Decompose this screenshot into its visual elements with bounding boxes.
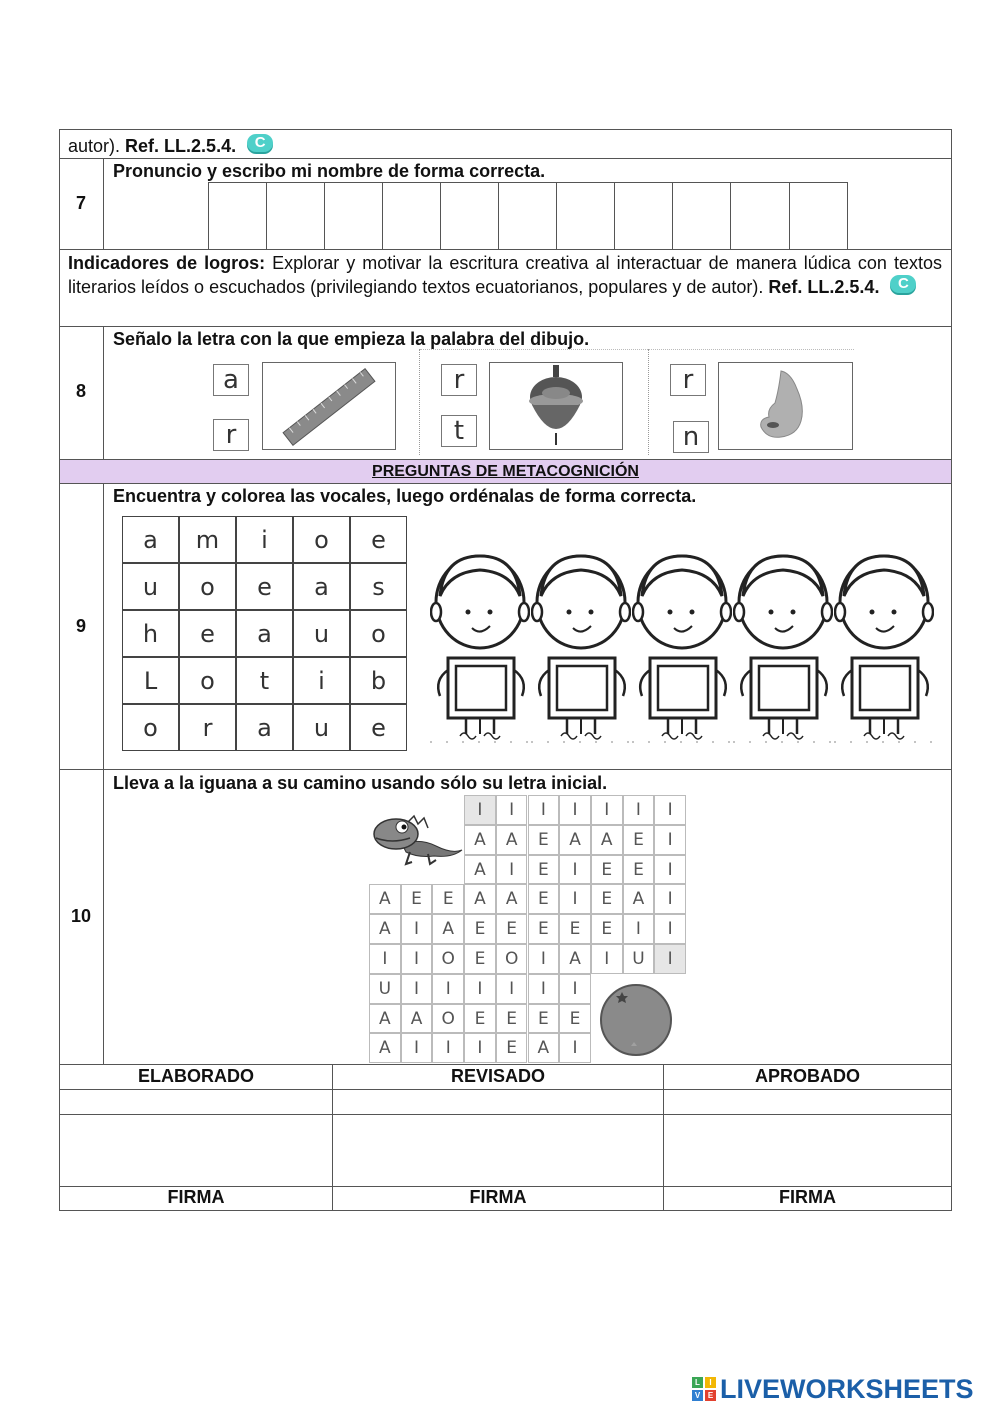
maze-cell[interactable]: I: [559, 855, 591, 885]
vowel-grid-cell[interactable]: a: [293, 563, 350, 610]
maze-cell[interactable]: E: [528, 855, 560, 885]
vowel-grid-cell[interactable]: a: [236, 610, 293, 657]
letter-option[interactable]: r: [213, 419, 249, 451]
maze-cell[interactable]: I: [464, 795, 496, 825]
maze-cell[interactable]: I: [528, 974, 560, 1004]
maze-cell[interactable]: I: [496, 795, 528, 825]
question-text: Encuentra y colorea las vocales, luego ordénalas de forma correcta.: [113, 486, 697, 506]
signature-footer: FIRMA: [779, 1187, 836, 1207]
maze-cell[interactable]: I: [401, 974, 433, 1004]
maze-cell[interactable]: E: [432, 884, 464, 914]
question-number: 8: [75, 381, 86, 401]
indicators-body: Explorar y motivar la escritura creativa al interactuar de manera lúdica con textos literarios leídos o escuchados (privilegiando textos ecuatorianos, populares y de autor).: [68, 253, 942, 297]
maze-cell[interactable]: E: [559, 1004, 591, 1034]
kid-icon: [733, 550, 833, 745]
maze-cell[interactable]: I: [654, 825, 686, 855]
letter-option[interactable]: a: [213, 364, 249, 396]
letter-option[interactable]: t: [441, 415, 477, 447]
logo-tile: V: [692, 1390, 703, 1401]
maze-cell[interactable]: I: [654, 944, 686, 974]
vowel-grid-cell[interactable]: e: [350, 516, 407, 563]
maze-cell[interactable]: A: [496, 884, 528, 914]
question-number: 7: [75, 193, 86, 213]
kid-with-sign: [733, 550, 833, 745]
maze-cell[interactable]: I: [623, 795, 655, 825]
logo-tile: E: [705, 1390, 716, 1401]
vowel-grid-cell[interactable]: u: [293, 610, 350, 657]
vowel-grid-cell[interactable]: m: [179, 516, 236, 563]
maze-cell[interactable]: A: [528, 1033, 560, 1063]
vowel-grid-cell[interactable]: u: [122, 563, 179, 610]
nose-icon: [719, 363, 852, 449]
maze-cell[interactable]: I: [401, 1033, 433, 1063]
maze-cell[interactable]: A: [464, 884, 496, 914]
maze-cell[interactable]: U: [369, 974, 401, 1004]
vowel-grid-cell[interactable]: e: [179, 610, 236, 657]
top-row-ref: Ref. LL.2.5.4.: [125, 136, 237, 156]
maze-cell[interactable]: I: [654, 884, 686, 914]
signature-footer: FIRMA: [167, 1187, 225, 1207]
question-text: Señalo la letra con la que empieza la palabra del dibujo.: [113, 329, 590, 349]
maze-cell[interactable]: I: [432, 1033, 464, 1063]
kid-with-sign: [834, 550, 934, 745]
logo-tiles-icon: [692, 1377, 716, 1401]
logo-tile: I: [705, 1377, 716, 1388]
signature-header: REVISADO: [450, 1066, 546, 1086]
kid-with-sign: [430, 550, 530, 745]
vowel-grid-cell[interactable]: e: [236, 563, 293, 610]
maze-cell[interactable]: A: [369, 884, 401, 914]
kids-illustration: [430, 550, 935, 750]
logo-tile: L: [692, 1377, 703, 1388]
maze-cell[interactable]: A: [496, 825, 528, 855]
spinning-top-icon: [490, 363, 622, 449]
top-row-prefix: autor).: [68, 136, 121, 156]
maze-cell[interactable]: E: [528, 914, 560, 944]
kid-with-sign: [632, 550, 732, 745]
maze-cell[interactable]: O: [432, 944, 464, 974]
vowel-grid-cell[interactable]: i: [236, 516, 293, 563]
top-row-text: [68, 134, 273, 158]
maze-cell[interactable]: E: [591, 914, 623, 944]
maze-cell[interactable]: O: [432, 1004, 464, 1034]
vowel-grid-cell[interactable]: e: [350, 704, 407, 751]
vowel-grid-cell[interactable]: a: [236, 704, 293, 751]
vowel-grid-cell[interactable]: u: [293, 704, 350, 751]
kid-icon: [632, 550, 732, 745]
ruler-image: [262, 362, 396, 450]
vowel-grid: [122, 516, 407, 751]
maze-cell[interactable]: A: [559, 825, 591, 855]
maze-cell[interactable]: I: [528, 795, 560, 825]
maze-cell[interactable]: I: [559, 795, 591, 825]
maze-cell[interactable]: I: [496, 974, 528, 1004]
brand-name: LIVEWORKSHEETS: [720, 1373, 974, 1404]
maze-cell[interactable]: I: [432, 974, 464, 1004]
signature-header: ELABORADO: [138, 1066, 254, 1086]
maze-cell[interactable]: E: [528, 884, 560, 914]
maze-cell[interactable]: A: [464, 855, 496, 885]
signature-field[interactable]: [333, 1115, 663, 1186]
maze-cell[interactable]: E: [559, 914, 591, 944]
maze-cell[interactable]: E: [401, 884, 433, 914]
vowel-grid-cell[interactable]: L: [122, 657, 179, 704]
maze-cell[interactable]: U: [623, 944, 655, 974]
maze-cell[interactable]: I: [559, 884, 591, 914]
vowel-grid-cell[interactable]: h: [122, 610, 179, 657]
letter-option[interactable]: r: [670, 364, 706, 396]
maze-cell[interactable]: I: [401, 914, 433, 944]
maze-cell[interactable]: I: [654, 914, 686, 944]
spinning-top-image: [489, 362, 623, 450]
vowel-grid-cell[interactable]: s: [350, 563, 407, 610]
maze-cell[interactable]: I: [559, 974, 591, 1004]
maze-cell[interactable]: A: [559, 944, 591, 974]
maze-cell[interactable]: I: [464, 1033, 496, 1063]
maze-cell[interactable]: I: [654, 855, 686, 885]
question-text: Pronuncio y escribo mi nombre de forma correcta.: [113, 161, 546, 181]
signature-footer: FIRMA: [469, 1187, 527, 1207]
question-text: Lleva a la iguana a su camino usando sólo su letra inicial.: [113, 773, 608, 793]
maze-cell[interactable]: A: [464, 825, 496, 855]
maze-cell[interactable]: A: [369, 1033, 401, 1063]
kid-icon: [531, 550, 631, 745]
maze-cell[interactable]: I: [369, 944, 401, 974]
vowel-grid-cell[interactable]: o: [179, 563, 236, 610]
vowel-grid-cell[interactable]: r: [179, 704, 236, 751]
maze-cell[interactable]: E: [528, 1004, 560, 1034]
orange-icon: [598, 980, 676, 1058]
maze-cell[interactable]: E: [623, 825, 655, 855]
maze-cell[interactable]: E: [496, 1004, 528, 1034]
signature-field[interactable]: [60, 1115, 332, 1186]
nose-image: [718, 362, 853, 450]
maze-cell[interactable]: I: [528, 944, 560, 974]
c-badge-icon: C: [890, 275, 916, 293]
iguana-image: [372, 800, 464, 880]
maze-cell[interactable]: E: [464, 914, 496, 944]
maze-cell[interactable]: E: [464, 1004, 496, 1034]
maze-cell[interactable]: I: [401, 944, 433, 974]
question-number: 10: [70, 906, 92, 926]
kid-icon: [430, 550, 530, 745]
vowel-grid-cell[interactable]: o: [293, 516, 350, 563]
vowel-grid-cell[interactable]: o: [122, 704, 179, 751]
maze-cell[interactable]: I: [623, 914, 655, 944]
vowel-grid-cell[interactable]: b: [350, 657, 407, 704]
maze-cell[interactable]: I: [559, 1033, 591, 1063]
maze-cell[interactable]: A: [432, 914, 464, 944]
signature-field[interactable]: [664, 1115, 951, 1186]
vowel-grid-cell[interactable]: i: [293, 657, 350, 704]
indicators-text: [68, 251, 942, 299]
maze-cell[interactable]: E: [591, 884, 623, 914]
ruler-icon: [263, 363, 395, 449]
vowel-grid-cell[interactable]: o: [179, 657, 236, 704]
c-badge-icon: C: [247, 134, 273, 152]
vowel-grid-cell[interactable]: a: [122, 516, 179, 563]
kid-icon: [834, 550, 934, 745]
maze-cell[interactable]: E: [623, 855, 655, 885]
indicators-label: Indicadores de logros:: [68, 253, 266, 273]
letter-option[interactable]: r: [441, 364, 477, 396]
maze-cell[interactable]: I: [496, 855, 528, 885]
goal-fruit-image: [598, 980, 676, 1058]
indicators-ref: Ref. LL.2.5.4.: [768, 277, 880, 297]
vowel-grid-cell[interactable]: o: [350, 610, 407, 657]
maze-cell[interactable]: E: [496, 1033, 528, 1063]
maze-cell[interactable]: E: [464, 944, 496, 974]
signature-header: APROBADO: [754, 1066, 860, 1086]
maze-cell[interactable]: E: [528, 825, 560, 855]
liveworksheets-logo: [692, 1375, 974, 1403]
maze-cell[interactable]: O: [496, 944, 528, 974]
maze-cell[interactable]: E: [496, 914, 528, 944]
question-number: 9: [75, 616, 86, 636]
letter-option[interactable]: n: [673, 421, 709, 453]
maze-cell[interactable]: E: [591, 855, 623, 885]
maze-cell[interactable]: I: [654, 795, 686, 825]
maze-cell[interactable]: I: [591, 944, 623, 974]
vowel-grid-cell[interactable]: t: [236, 657, 293, 704]
maze-cell[interactable]: I: [464, 974, 496, 1004]
maze-cell[interactable]: A: [591, 825, 623, 855]
maze-cell[interactable]: A: [401, 1004, 433, 1034]
metacognition-header: PREGUNTAS DE METACOGNICIÓN: [60, 460, 951, 483]
iguana-icon: [372, 800, 464, 880]
kid-with-sign: [531, 550, 631, 745]
maze-cell[interactable]: A: [369, 914, 401, 944]
maze-cell[interactable]: I: [591, 795, 623, 825]
maze-cell[interactable]: A: [369, 1004, 401, 1034]
maze-cell[interactable]: A: [623, 884, 655, 914]
